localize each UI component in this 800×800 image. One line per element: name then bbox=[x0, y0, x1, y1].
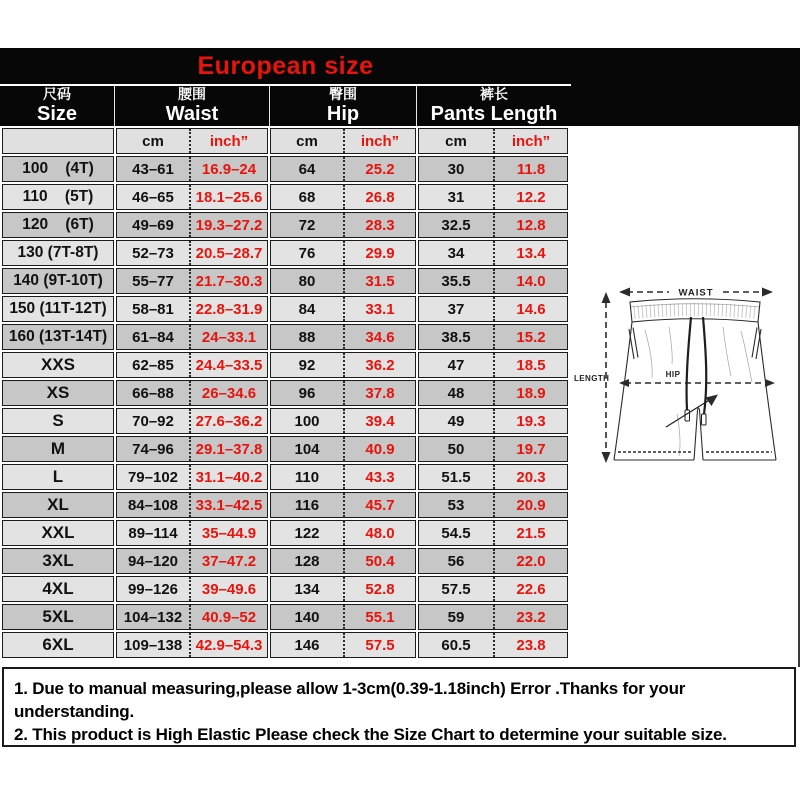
size-cell: 4XL bbox=[2, 576, 114, 602]
inch-value: 39–49.6 bbox=[189, 577, 267, 601]
cm-value: 110 bbox=[294, 468, 320, 486]
unit-header-size-cell bbox=[2, 128, 114, 154]
size-row bbox=[2, 268, 568, 294]
group-header-pants-length-en: Pants Length bbox=[430, 102, 558, 125]
inch-value: 24.4–33.5 bbox=[189, 353, 267, 377]
measure-cell bbox=[270, 268, 416, 294]
unit-label-inch: inch” bbox=[343, 129, 415, 153]
unit-header-hip-cell bbox=[270, 128, 416, 154]
size-row bbox=[2, 324, 568, 350]
size-cell: 5XL bbox=[2, 604, 114, 630]
inch-value: 19.7 bbox=[493, 437, 567, 461]
inch-value: 55.1 bbox=[343, 605, 415, 629]
cm-value: 84 bbox=[298, 300, 316, 318]
measure-cell bbox=[418, 604, 568, 630]
cm-value: 92 bbox=[298, 356, 316, 374]
inch-value: 50.4 bbox=[343, 549, 415, 573]
inch-value: 40.9–52 bbox=[189, 605, 267, 629]
size-row bbox=[2, 156, 568, 182]
size-cell: XXL bbox=[2, 520, 114, 546]
measure-cell bbox=[116, 604, 268, 630]
inch-value: 37–47.2 bbox=[189, 549, 267, 573]
inch-value: 34.6 bbox=[343, 325, 415, 349]
cm-value: 109–138 bbox=[123, 636, 183, 654]
measure-cell bbox=[116, 548, 268, 574]
length-label: LENGTH bbox=[574, 374, 610, 383]
measure-cell bbox=[418, 268, 568, 294]
cm-value: 48 bbox=[447, 384, 465, 402]
cm-value: 62–85 bbox=[132, 356, 174, 374]
cm-value: 122 bbox=[294, 524, 320, 542]
unit-label-cm: cm bbox=[296, 132, 318, 150]
inch-value: 19.3–27.2 bbox=[189, 213, 267, 237]
shorts-outline bbox=[614, 299, 776, 460]
size-cell: M bbox=[2, 436, 114, 462]
inch-value: 31.1–40.2 bbox=[189, 465, 267, 489]
measure-cell bbox=[270, 604, 416, 630]
inch-value: 12.2 bbox=[493, 185, 567, 209]
inch-value: 21.5 bbox=[493, 521, 567, 545]
size-table-body bbox=[2, 156, 568, 658]
inch-value: 21.7–30.3 bbox=[189, 269, 267, 293]
cm-value: 58–81 bbox=[132, 300, 174, 318]
cm-value: 34 bbox=[447, 244, 465, 262]
cm-value: 64 bbox=[298, 160, 316, 178]
cm-value: 96 bbox=[298, 384, 316, 402]
measure-cell bbox=[270, 212, 416, 238]
inch-value: 40.9 bbox=[343, 437, 415, 461]
cm-value: 38.5 bbox=[441, 328, 471, 346]
size-row bbox=[2, 212, 568, 238]
inch-value: 22.0 bbox=[493, 549, 567, 573]
cm-value: 52–73 bbox=[132, 244, 174, 262]
inch-value: 23.8 bbox=[493, 633, 567, 657]
inch-value: 35–44.9 bbox=[189, 521, 267, 545]
group-header-hip-en: Hip bbox=[326, 102, 360, 125]
measure-cell bbox=[270, 520, 416, 546]
note-line-2: 2. This product is High Elastic Please check the Size Chart to determine your suitable size. bbox=[14, 724, 727, 744]
inch-value: 13.4 bbox=[493, 241, 567, 265]
unit-header bbox=[2, 128, 568, 154]
cm-value: 128 bbox=[294, 552, 320, 570]
size-row bbox=[2, 520, 568, 546]
measure-cell bbox=[270, 576, 416, 602]
inch-value: 14.6 bbox=[493, 297, 567, 321]
inch-value: 52.8 bbox=[343, 577, 415, 601]
measure-cell bbox=[116, 352, 268, 378]
cm-value: 60.5 bbox=[441, 636, 471, 654]
group-header-hip-zh: 臀围 bbox=[329, 86, 357, 103]
notes-box bbox=[2, 667, 796, 747]
cm-value: 35.5 bbox=[441, 272, 471, 290]
inch-value: 28.3 bbox=[343, 213, 415, 237]
shorts-sketch-svg bbox=[573, 126, 798, 667]
inch-value: 16.9–24 bbox=[189, 157, 267, 181]
measure-cell bbox=[418, 184, 568, 210]
cm-value: 74–96 bbox=[132, 440, 174, 458]
measure-cell bbox=[270, 324, 416, 350]
size-cell: 160 (13T-14T) bbox=[2, 324, 114, 350]
group-header-pants-length-zh: 裤长 bbox=[480, 86, 508, 103]
cm-value: 99–126 bbox=[127, 580, 179, 598]
measure-cell bbox=[116, 464, 268, 490]
size-row bbox=[2, 492, 568, 518]
size-row bbox=[2, 548, 568, 574]
size-table bbox=[0, 126, 570, 660]
size-row bbox=[2, 352, 568, 378]
cm-value: 100 bbox=[294, 412, 320, 430]
inch-value: 24–33.1 bbox=[189, 325, 267, 349]
size-row bbox=[2, 464, 568, 490]
size-row bbox=[2, 296, 568, 322]
cm-value: 104 bbox=[294, 440, 320, 458]
measure-cell bbox=[270, 408, 416, 434]
size-cell: 100 (4T) bbox=[2, 156, 114, 182]
inch-value: 20.9 bbox=[493, 493, 567, 517]
measure-cell bbox=[418, 156, 568, 182]
cm-value: 140 bbox=[294, 608, 320, 626]
inch-value: 20.5–28.7 bbox=[189, 241, 267, 265]
length-arrow bbox=[574, 292, 611, 463]
group-header-size-zh: 尺码 bbox=[43, 86, 71, 103]
unit-label-inch: inch” bbox=[493, 129, 567, 153]
size-cell: S bbox=[2, 408, 114, 434]
measure-cell bbox=[116, 576, 268, 602]
hip-label: HIP bbox=[665, 370, 681, 379]
inch-value: 26–34.6 bbox=[189, 381, 267, 405]
measure-cell bbox=[418, 380, 568, 406]
measure-cell bbox=[418, 492, 568, 518]
cm-value: 47 bbox=[447, 356, 465, 374]
measure-cell bbox=[418, 632, 568, 658]
group-header-waist-en: Waist bbox=[165, 102, 219, 125]
size-row bbox=[2, 380, 568, 406]
inch-value: 36.2 bbox=[343, 353, 415, 377]
measure-cell bbox=[116, 184, 268, 210]
cm-value: 66–88 bbox=[132, 384, 174, 402]
inch-value: 48.0 bbox=[343, 521, 415, 545]
inch-value: 42.9–54.3 bbox=[189, 633, 267, 657]
size-cell: XS bbox=[2, 380, 114, 406]
inch-value: 29.9 bbox=[343, 241, 415, 265]
waist-label: WAIST bbox=[678, 287, 714, 299]
group-header-waist bbox=[114, 86, 269, 126]
measure-cell bbox=[418, 296, 568, 322]
unit-label-inch: inch” bbox=[189, 129, 267, 153]
inch-value: 11.8 bbox=[493, 157, 567, 181]
measure-cell bbox=[270, 632, 416, 658]
size-row bbox=[2, 436, 568, 462]
size-cell: XXS bbox=[2, 352, 114, 378]
cm-value: 134 bbox=[294, 580, 320, 598]
measure-cell bbox=[270, 548, 416, 574]
measure-cell bbox=[270, 184, 416, 210]
measure-cell bbox=[116, 268, 268, 294]
size-cell: 150 (11T-12T) bbox=[2, 296, 114, 322]
cm-value: 72 bbox=[298, 216, 316, 234]
cm-value: 79–102 bbox=[127, 468, 179, 486]
cm-value: 51.5 bbox=[441, 468, 471, 486]
inch-value: 15.2 bbox=[493, 325, 567, 349]
cm-value: 80 bbox=[298, 272, 316, 290]
measure-cell bbox=[116, 240, 268, 266]
measure-cell bbox=[270, 492, 416, 518]
cm-value: 56 bbox=[447, 552, 465, 570]
measure-cell bbox=[270, 156, 416, 182]
inch-value: 22.6 bbox=[493, 577, 567, 601]
cm-value: 50 bbox=[447, 440, 465, 458]
measure-cell bbox=[418, 324, 568, 350]
cm-value: 61–84 bbox=[132, 328, 174, 346]
inch-value: 43.3 bbox=[343, 465, 415, 489]
size-cell: 120 (6T) bbox=[2, 212, 114, 238]
cm-value: 31 bbox=[447, 188, 465, 206]
unit-label-cm: cm bbox=[142, 132, 164, 150]
cm-value: 55–77 bbox=[132, 272, 174, 290]
inch-value: 29.1–37.8 bbox=[189, 437, 267, 461]
cm-value: 146 bbox=[294, 636, 320, 654]
measure-cell bbox=[116, 632, 268, 658]
unit-label-cm: cm bbox=[445, 132, 467, 150]
measure-cell bbox=[116, 296, 268, 322]
size-cell: XL bbox=[2, 492, 114, 518]
size-row bbox=[2, 240, 568, 266]
measure-cell bbox=[270, 296, 416, 322]
cm-value: 53 bbox=[447, 496, 465, 514]
waist-arrow bbox=[619, 288, 773, 299]
annotation-arrow bbox=[666, 395, 718, 428]
measure-cell bbox=[418, 240, 568, 266]
measure-cell bbox=[116, 408, 268, 434]
inch-value: 26.8 bbox=[343, 185, 415, 209]
group-header-size bbox=[0, 86, 114, 126]
inch-value: 19.3 bbox=[493, 409, 567, 433]
size-cell: 6XL bbox=[2, 632, 114, 658]
note-line-1: 1. Due to manual measuring,please allow 1-3cm(0.39-1.18inch) Error .Thanks for your understanding. bbox=[14, 679, 686, 721]
cm-value: 37 bbox=[447, 300, 465, 318]
cm-value: 49 bbox=[447, 412, 465, 430]
measure-cell bbox=[116, 156, 268, 182]
size-row bbox=[2, 604, 568, 630]
cm-value: 68 bbox=[298, 188, 316, 206]
group-header-waist-zh: 腰围 bbox=[178, 86, 206, 103]
cm-value: 94–120 bbox=[127, 552, 179, 570]
size-cell: 140 (9T-10T) bbox=[2, 268, 114, 294]
cm-value: 46–65 bbox=[132, 188, 174, 206]
cm-value: 59 bbox=[447, 608, 465, 626]
measure-cell bbox=[418, 548, 568, 574]
unit-header-row bbox=[2, 128, 568, 154]
cm-value: 104–132 bbox=[123, 608, 183, 626]
measure-cell bbox=[418, 408, 568, 434]
cm-value: 43–61 bbox=[132, 160, 174, 178]
cm-value: 30 bbox=[447, 160, 465, 178]
measure-cell bbox=[116, 380, 268, 406]
inch-value: 25.2 bbox=[343, 157, 415, 181]
measure-cell bbox=[116, 520, 268, 546]
size-row bbox=[2, 184, 568, 210]
inch-value: 18.1–25.6 bbox=[189, 185, 267, 209]
size-row bbox=[2, 408, 568, 434]
cm-value: 89–114 bbox=[128, 524, 178, 542]
measure-cell bbox=[116, 324, 268, 350]
measure-cell bbox=[270, 240, 416, 266]
measure-cell bbox=[116, 212, 268, 238]
shorts-diagram bbox=[573, 126, 800, 667]
cm-value: 84–108 bbox=[127, 496, 179, 514]
measure-cell bbox=[270, 436, 416, 462]
unit-header-waist-cell bbox=[116, 128, 268, 154]
inch-value: 57.5 bbox=[343, 633, 415, 657]
cm-value: 76 bbox=[298, 244, 316, 262]
size-cell: L bbox=[2, 464, 114, 490]
measure-cell bbox=[418, 352, 568, 378]
page-title: European size bbox=[197, 51, 374, 80]
inch-value: 18.5 bbox=[493, 353, 567, 377]
measure-cell bbox=[418, 576, 568, 602]
measure-cell bbox=[270, 464, 416, 490]
inch-value: 18.9 bbox=[493, 381, 567, 405]
page-title-row bbox=[0, 48, 571, 86]
cm-value: 88 bbox=[298, 328, 316, 346]
inch-value: 33.1–42.5 bbox=[189, 493, 267, 517]
size-row bbox=[2, 632, 568, 658]
inch-value: 20.3 bbox=[493, 465, 567, 489]
size-cell: 130 (7T-8T) bbox=[2, 240, 114, 266]
measure-cell bbox=[116, 492, 268, 518]
measure-cell bbox=[418, 212, 568, 238]
inch-value: 39.4 bbox=[343, 409, 415, 433]
inch-value: 31.5 bbox=[343, 269, 415, 293]
group-header-pants-length bbox=[416, 86, 571, 126]
inch-value: 23.2 bbox=[493, 605, 567, 629]
inch-value: 22.8–31.9 bbox=[189, 297, 267, 321]
inch-value: 37.8 bbox=[343, 381, 415, 405]
size-row bbox=[2, 576, 568, 602]
inch-value: 45.7 bbox=[343, 493, 415, 517]
measure-cell bbox=[270, 352, 416, 378]
group-header-size-en: Size bbox=[36, 102, 78, 125]
group-header-hip bbox=[269, 86, 416, 126]
inch-value: 33.1 bbox=[343, 297, 415, 321]
inch-value: 27.6–36.2 bbox=[189, 409, 267, 433]
measure-cell bbox=[116, 436, 268, 462]
cm-value: 57.5 bbox=[441, 580, 471, 598]
unit-header-pants-cell bbox=[418, 128, 568, 154]
size-cell: 110 (5T) bbox=[2, 184, 114, 210]
size-cell: 3XL bbox=[2, 548, 114, 574]
cm-value: 70–92 bbox=[132, 412, 174, 430]
measure-cell bbox=[418, 436, 568, 462]
cm-value: 116 bbox=[294, 496, 320, 514]
measure-cell bbox=[270, 380, 416, 406]
cm-value: 49–69 bbox=[132, 216, 174, 234]
inch-value: 12.8 bbox=[493, 213, 567, 237]
inch-value: 14.0 bbox=[493, 269, 567, 293]
table-group-headers bbox=[0, 86, 571, 126]
measure-cell bbox=[418, 464, 568, 490]
cm-value: 54.5 bbox=[441, 524, 471, 542]
measure-cell bbox=[418, 520, 568, 546]
cm-value: 32.5 bbox=[441, 216, 471, 234]
